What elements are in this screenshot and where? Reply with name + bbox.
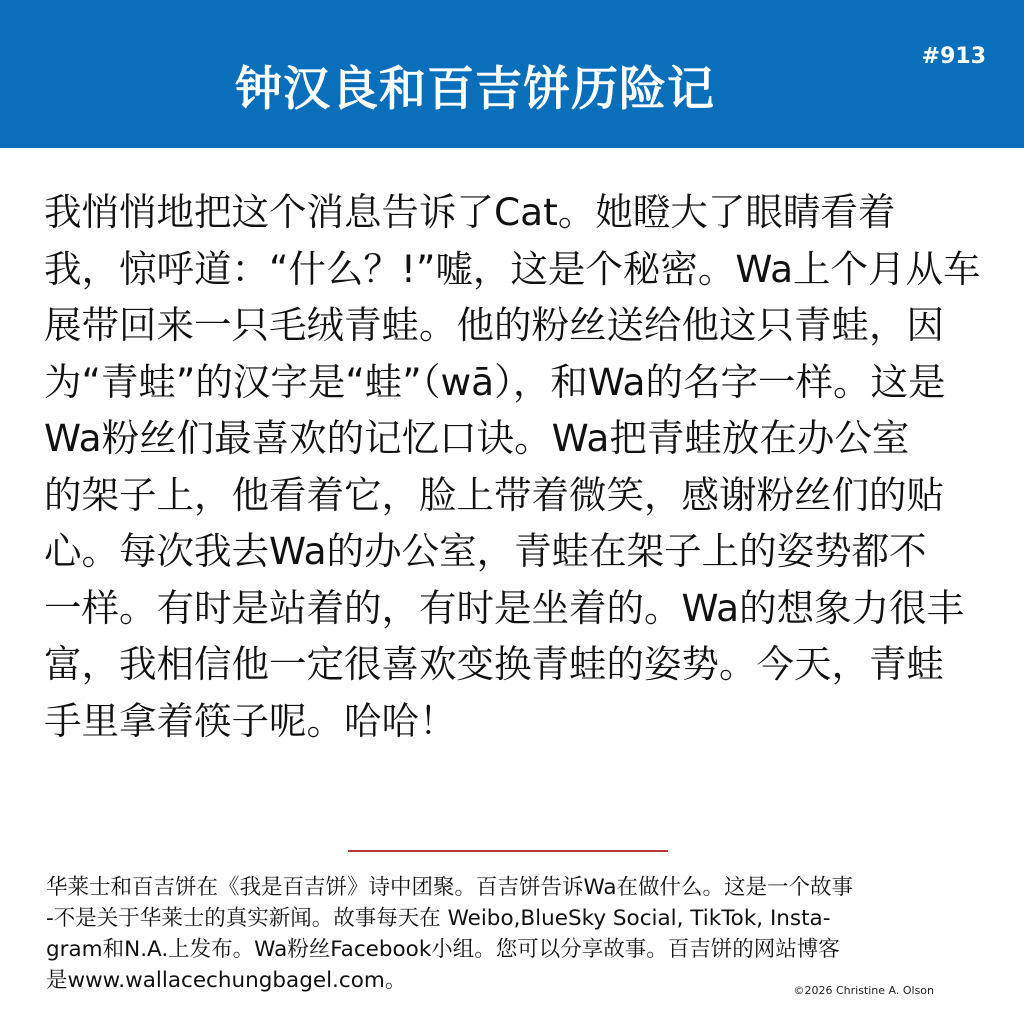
episode-number: #913 (921, 44, 986, 69)
page-title: 钟汉良和百吉饼历险记 (235, 62, 715, 117)
divider-line (348, 850, 668, 852)
copyright-text: ©2026 Christine A. Olson (793, 984, 934, 997)
footer-note: 华莱士和百吉饼在《我是百吉饼》诗中团聚。百吉饼告诉Wa在做什么。这是一个故事 -不是关于华莱士的真实新闻。故事每天在 Weibo,BlueSky Social, TikTok, Insta- gram和N.A.上发布。Wa粉丝Facebook小组。您可以分享故事。百吉饼的网站博客 是www.wallacechungbagel.com。 (46, 875, 854, 993)
header-banner (0, 0, 1024, 148)
story-text: 我悄悄地把这个消息告诉了Cat。她瞪大了眼睛看着 我，惊呼道：“什么？!”嘘，这是个秘密。Wa上个月从车 展带回来一只毛绒青蛙。他的粉丝送给他这只青蛙，因 为“青蛙”的汉字是“蛙”（wā），和Wa的名字一样。这是 Wa粉丝们最喜欢的记忆口诀。Wa把青蛙放在办公室 的架子上，他看着它，脸上带着微笑，感谢粉丝们的贴 心。每次我去Wa的办公室，青蛙在架子上的姿势都不 一样。有时是站着的，有时是坐着的。Wa的想象力很丰 富，我相信他一定很喜欢变换青蛙的姿势。今天，青蛙 手里拿着筷子呢。哈哈！ (44, 190, 981, 743)
